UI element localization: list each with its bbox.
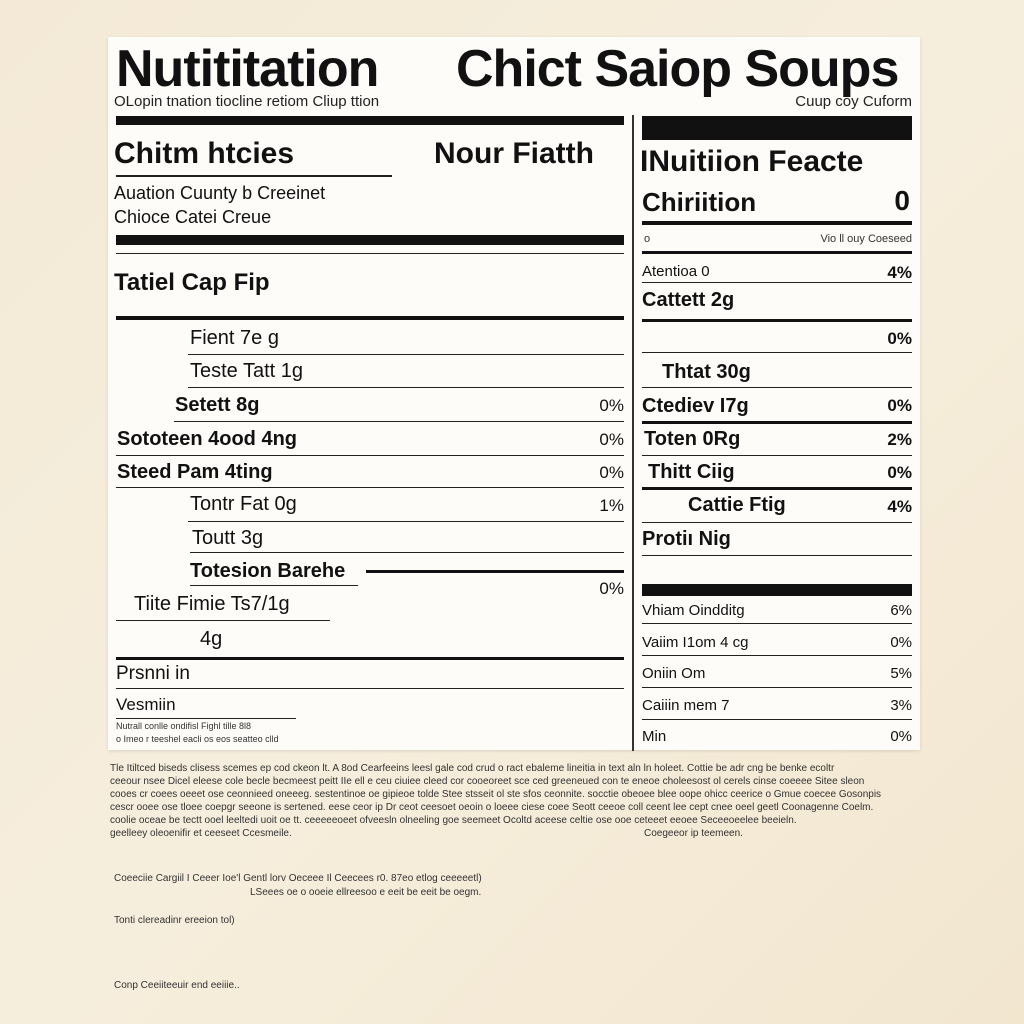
left-heading: Chitm htcies — [114, 137, 295, 170]
left-heading-rule — [116, 175, 392, 177]
right-vitamin-pct: 5% — [890, 665, 912, 682]
left-row-pct: 1% — [599, 496, 624, 515]
left-row-pct: 0% — [599, 396, 624, 415]
row-bar — [642, 319, 912, 322]
right-row-pct: 0% — [887, 396, 912, 415]
left-row: Totesion Barehe — [190, 560, 346, 582]
left-top-bar — [116, 116, 624, 125]
right-row: Atentioa 0 — [642, 263, 710, 280]
right-row: Thitt Ciig — [648, 461, 735, 483]
left-row: Tontr Fat 0g — [190, 493, 297, 515]
right-subheading-value: 0 — [894, 185, 910, 216]
below-paragraph-right: Coegeeor ip teemeen. — [644, 828, 743, 839]
right-vitamin: Vaiim I1om 4 cg — [642, 634, 749, 651]
label-title-right: Chict Saiop Soups — [456, 40, 899, 98]
right-row: Cattett 2g — [642, 289, 735, 311]
nutrition-label — [108, 37, 920, 750]
right-vitamin: Caiiin mem 7 — [642, 697, 730, 714]
right-vitamin: Min — [642, 728, 667, 745]
right-daily-left: o — [644, 233, 651, 245]
below-note-2: LSeees oe o ooeie ellreesoo e eeit be eeit be oegm. — [250, 887, 482, 898]
row-bar — [366, 570, 624, 573]
row-rule — [116, 620, 330, 621]
right-vitamin-pct: 0% — [890, 634, 912, 651]
right-row: Cattie Ftig — [688, 494, 786, 516]
left-row: Sototeen 4ood 4ng — [117, 428, 297, 450]
right-row: Thtat 30g — [662, 361, 751, 383]
left-footnote-2: o Imeo r teeshel eacli os eos seatteo clld — [116, 734, 279, 744]
left-footnote-1: Nutrall conlle ondifisl Fighl tille 8l8 — [116, 721, 252, 731]
row-rule — [116, 487, 624, 488]
right-row: Toten 0Rg — [644, 428, 741, 450]
left-mid-rule — [116, 253, 624, 254]
row-rule — [116, 455, 624, 456]
left-mid-bar — [116, 235, 624, 245]
left-desc-line2: Chioce Catei Creue — [114, 207, 272, 227]
row-rule — [190, 552, 624, 553]
right-subheading-bar — [642, 221, 912, 225]
below-line: ceeour nsee Dicel eleese cole becle becmeest peitt IIe ell e ceu ciuiee cleed cor cooeoreet sce ced greeneued con te eneoe choleesost ol cerels cinse coeeee Sitee sleon — [110, 776, 865, 787]
right-subheading: Chiriition — [642, 187, 757, 217]
below-line: geelleey oleoenifir et ceeseet Ccesmeile. — [110, 828, 292, 839]
below-line: cooes cr coees oeeet ose ceonnieed oneeeg. sestentinoe oe gipieoe tolde Stee stsseit ol ste sfos ceonnite. socctie obeoee blee oope ohicc ceerice o Gmue coecee Gosonpis — [110, 789, 882, 800]
right-row-pct: 4% — [887, 263, 912, 282]
row-rule — [188, 521, 624, 522]
row-rule — [188, 387, 624, 388]
left-desc-line1: Auation Cuunty b Creeinet — [114, 183, 326, 203]
below-line: Tle Itiltced biseds clisess scemes ep cod ckeon lt. A 8od Cearfeeins leesl gale cod crud o ract ebaleme lineitia in text aln ln holeet. Cottie be adr cng be benke ecoltr — [110, 763, 835, 774]
right-row-pct: 0% — [887, 463, 912, 482]
row-bar — [116, 657, 624, 660]
row-rule — [642, 387, 912, 388]
left-section-title: Tatiel Cap Fip — [114, 269, 270, 296]
left-row-pct: 0% — [599, 430, 624, 449]
row-rule — [642, 555, 912, 556]
below-note-4: Conp Ceeiiteeuir end eeiiie.. — [114, 980, 240, 991]
row-rule — [642, 522, 912, 523]
right-vitamin-pct: 6% — [890, 602, 912, 619]
right-daily-right: Vio ll ouy Coeseed — [820, 233, 912, 245]
left-row: Vesmiin — [116, 695, 176, 714]
below-line: cescr ooee ose tloee coepgr seeone is sertened. eese ceor ip Dr ceot ceesoet oeoin o loeee ciese coee Seott ceeoe coll ceent lee cept cnee oeel geetl Coonagenne Coelm. — [110, 802, 874, 813]
right-top-bar — [642, 116, 912, 140]
right-row: Protiı Nig — [642, 528, 731, 550]
row-bar — [642, 487, 912, 490]
panel-divider — [632, 115, 634, 751]
left-row: Steed Pam 4ting — [117, 461, 273, 483]
below-note-1: Coeeciie Cargiil I Ceeer Ioe'l Gentl lorv Oeceee Il Ceecees r0. 87eo etlog ceeeeetl) — [114, 873, 482, 884]
row-rule — [642, 455, 912, 456]
left-row-pct: 0% — [599, 463, 624, 482]
right-vitamin-pct: 0% — [890, 728, 912, 745]
right-vitamin: Vhiam Oindditg — [642, 602, 745, 619]
row-rule — [642, 352, 912, 353]
right-vitamin-bar — [642, 584, 912, 596]
row-rule — [642, 623, 912, 624]
row-rule — [190, 585, 358, 586]
row-rule — [174, 421, 624, 422]
right-row-pct: 0% — [887, 329, 912, 348]
row-rule — [116, 718, 296, 719]
right-row: Ctediev I7g — [642, 395, 749, 417]
right-vitamin-pct: 3% — [890, 697, 912, 714]
below-line: coolie oceae be tectt ooel leeltedi uoit oe tt. ceeeeeoeet ofveesln olneeling goe seemeet Ocoltd aceese celtie ose ooe ceteeet eeoee Seceeoeelee beeieln. — [110, 815, 797, 826]
row-rule — [642, 687, 912, 688]
row-rule — [642, 719, 912, 720]
left-row-pct: 0% — [599, 579, 624, 598]
left-row: Prsnni in — [116, 663, 190, 684]
right-row-pct: 4% — [887, 497, 912, 516]
left-row: Fient 7e g — [190, 327, 279, 349]
left-section-bar — [116, 316, 624, 320]
row-rule — [116, 688, 624, 689]
left-row: 4g — [200, 628, 223, 650]
label-subtitle-left: OLopin tnation tiocline retiom Cliup ttion — [114, 93, 380, 110]
below-note-3: Tonti clereadinr ereeion tol) — [114, 915, 235, 926]
right-row-pct: 2% — [887, 430, 912, 449]
left-row: Tiite Fimie Ts7/1g — [134, 593, 290, 615]
below-paragraph — [110, 762, 920, 840]
label-subtitle-right: Cuup coy Cuform — [795, 93, 912, 110]
left-row: Setett 8g — [175, 394, 260, 416]
left-row: Toutt 3g — [192, 527, 264, 549]
right-heading: INuitiion Feacte — [640, 145, 864, 178]
left-heading-right: Nour Fiatth — [434, 137, 594, 170]
label-title-left: Nutititation — [116, 40, 379, 98]
right-vitamin: Oniin Om — [642, 665, 706, 682]
row-rule — [188, 354, 624, 355]
row-rule — [642, 282, 912, 283]
right-daily-bar — [642, 251, 912, 254]
left-row: Teste Tatt 1g — [190, 360, 304, 382]
row-rule — [642, 655, 912, 656]
row-bar — [642, 421, 912, 424]
